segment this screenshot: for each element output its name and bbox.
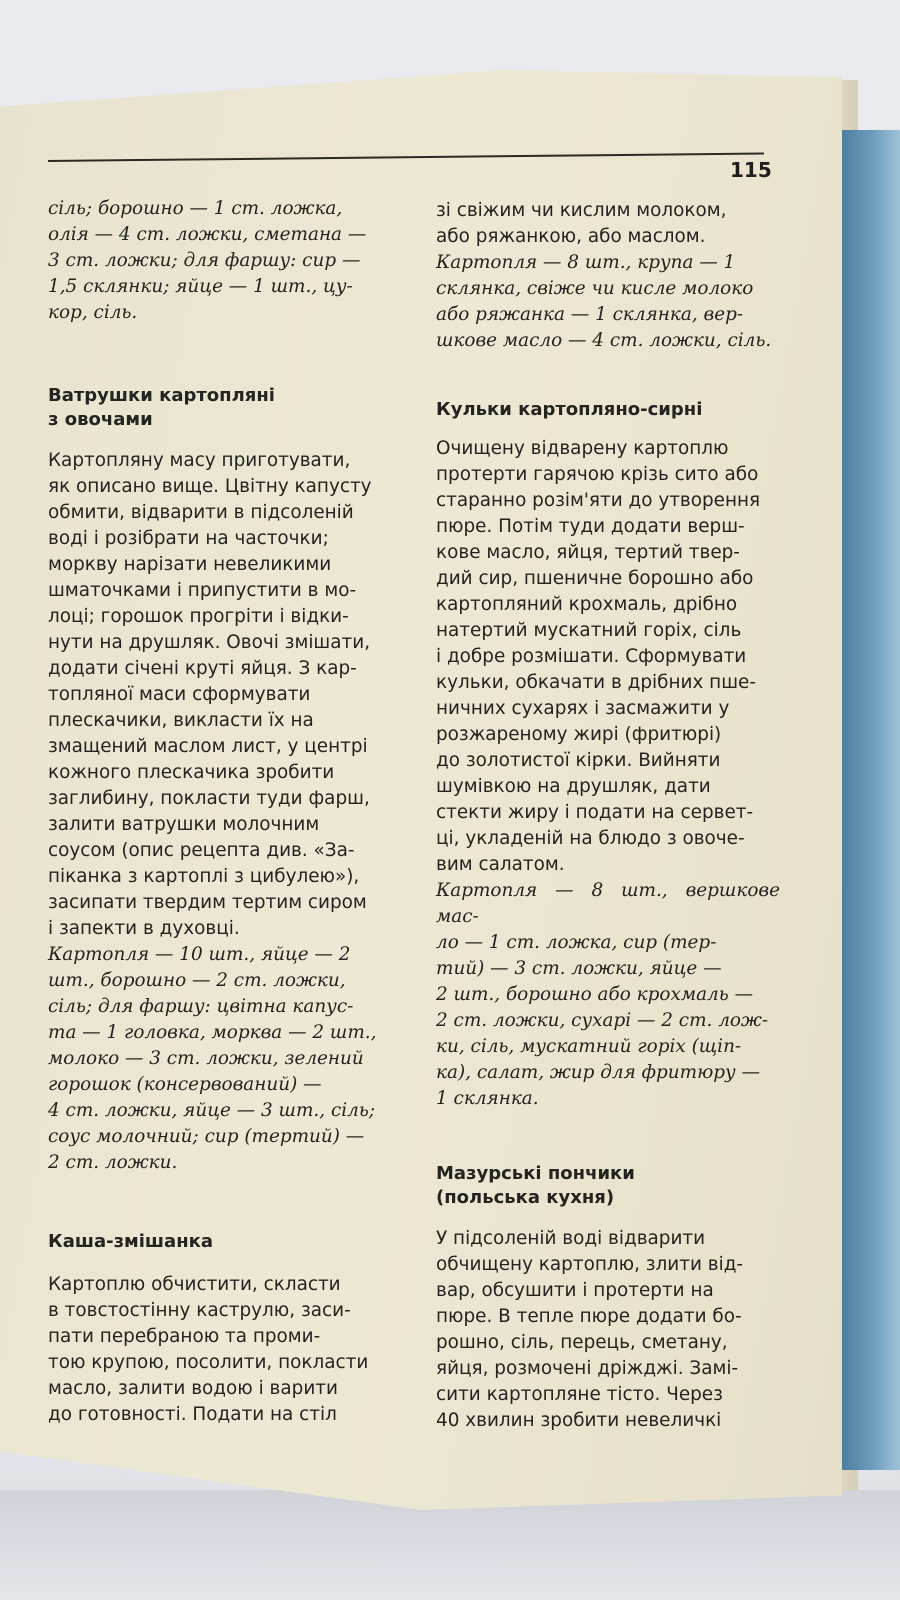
- continued-ingredients-right: Картопля — 8 шт., крупа — 1 склянка, свіже чи кисле молоко або ряжанка — 1 склянка, вер- шкове масло — 4 ст. ложки, сіль.: [436, 252, 772, 351]
- continued-ingredients-left: сіль; борошно — 1 ст. ложка, олія — 4 ст. ложки, сметана — 3 ст. ложки; для фаршу: сир — 1,5 склянки; яйце — 1 шт., цу- кор, сіль.: [48, 198, 367, 323]
- recipe-ingredients-vatrushky: Картопля — 10 шт., яйце — 2 шт., борошно — 2 ст. ложки, сіль; для фаршу: цвітна капус- та — 1 головка, морква — 2 шт., молоко — 3 ст. ложки, зелений горошок (консервований) — 4 ст. ложки, яйце — 3 шт., сіль; соус молочний; сир (тертий) — 2 ст. ложки.: [48, 944, 377, 1173]
- recipe-title-vatrushky: Ватрушки картопляні з овочами: [48, 385, 275, 430]
- recipe-ingredients-kulky: Картопля — 8 шт., вершкове мас- ло — 1 ст. ложка, сир (тер- тий) — 3 ст. ложки, яйце — 2 шт., борошно або крохмаль — 2 ст. ложки, сухарі — 2 ст. лож- ки, сіль, мускатний горіх (щіп- ка), салат, жир для фритюру — 1 склянка.: [436, 880, 780, 1109]
- page-number: 115: [730, 158, 772, 182]
- recipe-title-kulky: Кульки картопляно-сирні: [436, 399, 703, 420]
- continued-text-right: зі свіжим чи кислим молоком, або ряжанкою, або маслом.: [436, 200, 727, 247]
- recipe-title-kasha: Каша-змішанка: [48, 1231, 213, 1252]
- recipe-text-kasha: Картоплю обчистити, скласти в товстостінну каструлю, заси- пати перебраною та проми- тою крупою, посолити, покласти масло, залити водою і варити до готовності. Подати на стіл: [48, 1274, 369, 1425]
- recipe-text-ponchyky: У підсоленій воді відварити обчищену картоплю, злити від- вар, обсушити і протерти на пюре. В тепле пюре додати бо- рошно, сіль, перець, сметану, яйця, розмочені дріжджі. Замі- сити картопляне тісто. Через 40 хвилин зробити невеличкі: [436, 1228, 744, 1431]
- blue-background-surface: [842, 130, 900, 1470]
- recipe-text-vatrushky: Картопляну масу приготувати, як описано вище. Цвітну капусту обмити, відварити в підсоленій воді і розібрати на часточки; моркву нарізати невеликими шматочками і припустити в мо- лоці; горошок прогріти і відки- нути на друшляк. Овочі змішати, додати січені круті яйця. З кар- топляної маси сформувати плескачики, викласти їх на змащений маслом лист, у центрі кожного плескачика зробити заглибину, покласти туди фарш, залити ватрушки молочним соусом (опис рецепта див. «За- піканка з картоплі з цибулею»), засипати твердим тертим сиром і запекти в духовці.: [48, 450, 372, 939]
- left-column: [48, 196, 420, 1428]
- right-column: [436, 198, 780, 1434]
- recipe-title-ponchyky: Мазурські пончики (польська кухня): [436, 1163, 635, 1208]
- recipe-text-kulky: Очищену відварену картоплю протерти гарячою крізь сито або старанно розім'яти до утворення пюре. Потім туди додати верш- кове масло, яйця, тертий твер- дий сир, пшеничне борошно або картопляний крохмаль, дрібно натертий мускатний горіх, сіль і добре розмішати. Сформувати кульки, обкачати в дрібних пше- ничних сухарях і засмажити у розжареному жирі (фритюрі) до золотистої кірки. Вийняти шумівкою на друшляк, дати стекти жиру і подати на сервет- ці, укладеній на блюдо з овоче- вим салатом.: [436, 438, 761, 875]
